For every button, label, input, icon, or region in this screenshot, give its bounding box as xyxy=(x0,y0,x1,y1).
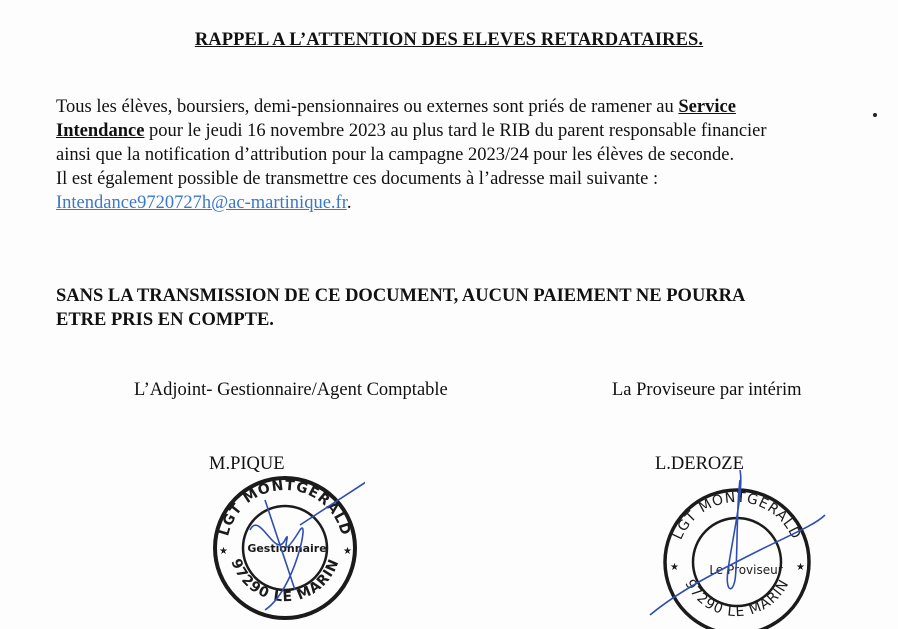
warning-notice xyxy=(56,284,886,332)
paragraph-line-4: Il est également possible de transmettre ces documents à l’adresse mail suivante : xyxy=(56,169,659,189)
service-label: Service xyxy=(678,97,736,117)
right-stamp-star-icon: ★ xyxy=(670,562,679,573)
left-signatory-name: M.PIQUE xyxy=(209,454,285,474)
right-stamp-star-icon-2: ★ xyxy=(796,562,805,573)
left-stamp-center-text: Gestionnaire xyxy=(247,542,327,555)
paragraph-line-3: ainsi que la notification d’attribution pour la campagne 2023/24 pour les élèves de seconde. xyxy=(56,145,735,165)
paragraph-line-5 xyxy=(56,191,886,215)
right-stamp-top-text: LGT MONTGERALD xyxy=(669,489,805,543)
left-stamp-top-text: LGT MONTGERALD xyxy=(216,477,354,538)
body-paragraph xyxy=(56,95,886,215)
email-link[interactable]: Intendance9720727h@ac-martinique.fr xyxy=(56,193,347,213)
document-title: RAPPEL A L’ATTENTION DES ELEVES RETARDATAIRES. xyxy=(194,30,704,50)
right-stamp-seal xyxy=(640,470,830,629)
left-stamp-seal xyxy=(205,470,365,629)
paragraph-line-1-text: Tous les élèves, boursiers, demi-pensionnaires ou externes sont priés de ramener au xyxy=(56,97,679,117)
paragraph-line-1 xyxy=(56,95,886,119)
left-stamp-bottom-text: 97290 LE MARIN xyxy=(227,556,343,606)
left-stamp-star-icon-2: ★ xyxy=(343,546,352,557)
right-signatory-name: L.DEROZE xyxy=(655,454,744,474)
email-suffix: . xyxy=(346,193,352,213)
left-signatory-role: L’Adjoint- Gestionnaire/Agent Comptable xyxy=(134,380,448,400)
right-signatory-role: La Proviseure par intérim xyxy=(612,380,802,400)
paragraph-line-2-text: pour le jeudi 16 novembre 2023 au plus tard le RIB du parent responsable financier xyxy=(144,121,767,141)
ink-dot xyxy=(873,113,877,117)
svg-text:LGT MONTGERALD xyxy=(216,478,353,538)
intendance-label: Intendance xyxy=(56,121,145,141)
left-stamp-star-icon: ★ xyxy=(219,546,228,557)
warning-line-1: SANS LA TRANSMISSION DE CE DOCUMENT, AUCUN PAIEMENT NE POURRA xyxy=(56,286,746,306)
svg-text:97290 LE MARIN xyxy=(227,557,342,606)
right-stamp-bottom-text: 97290 LE MARIN xyxy=(681,576,793,621)
right-stamp-center-text: Le Proviseur xyxy=(709,563,783,577)
paragraph-line-2 xyxy=(56,119,886,143)
warning-line-2: ETRE PRIS EN COMPTE. xyxy=(56,310,274,330)
